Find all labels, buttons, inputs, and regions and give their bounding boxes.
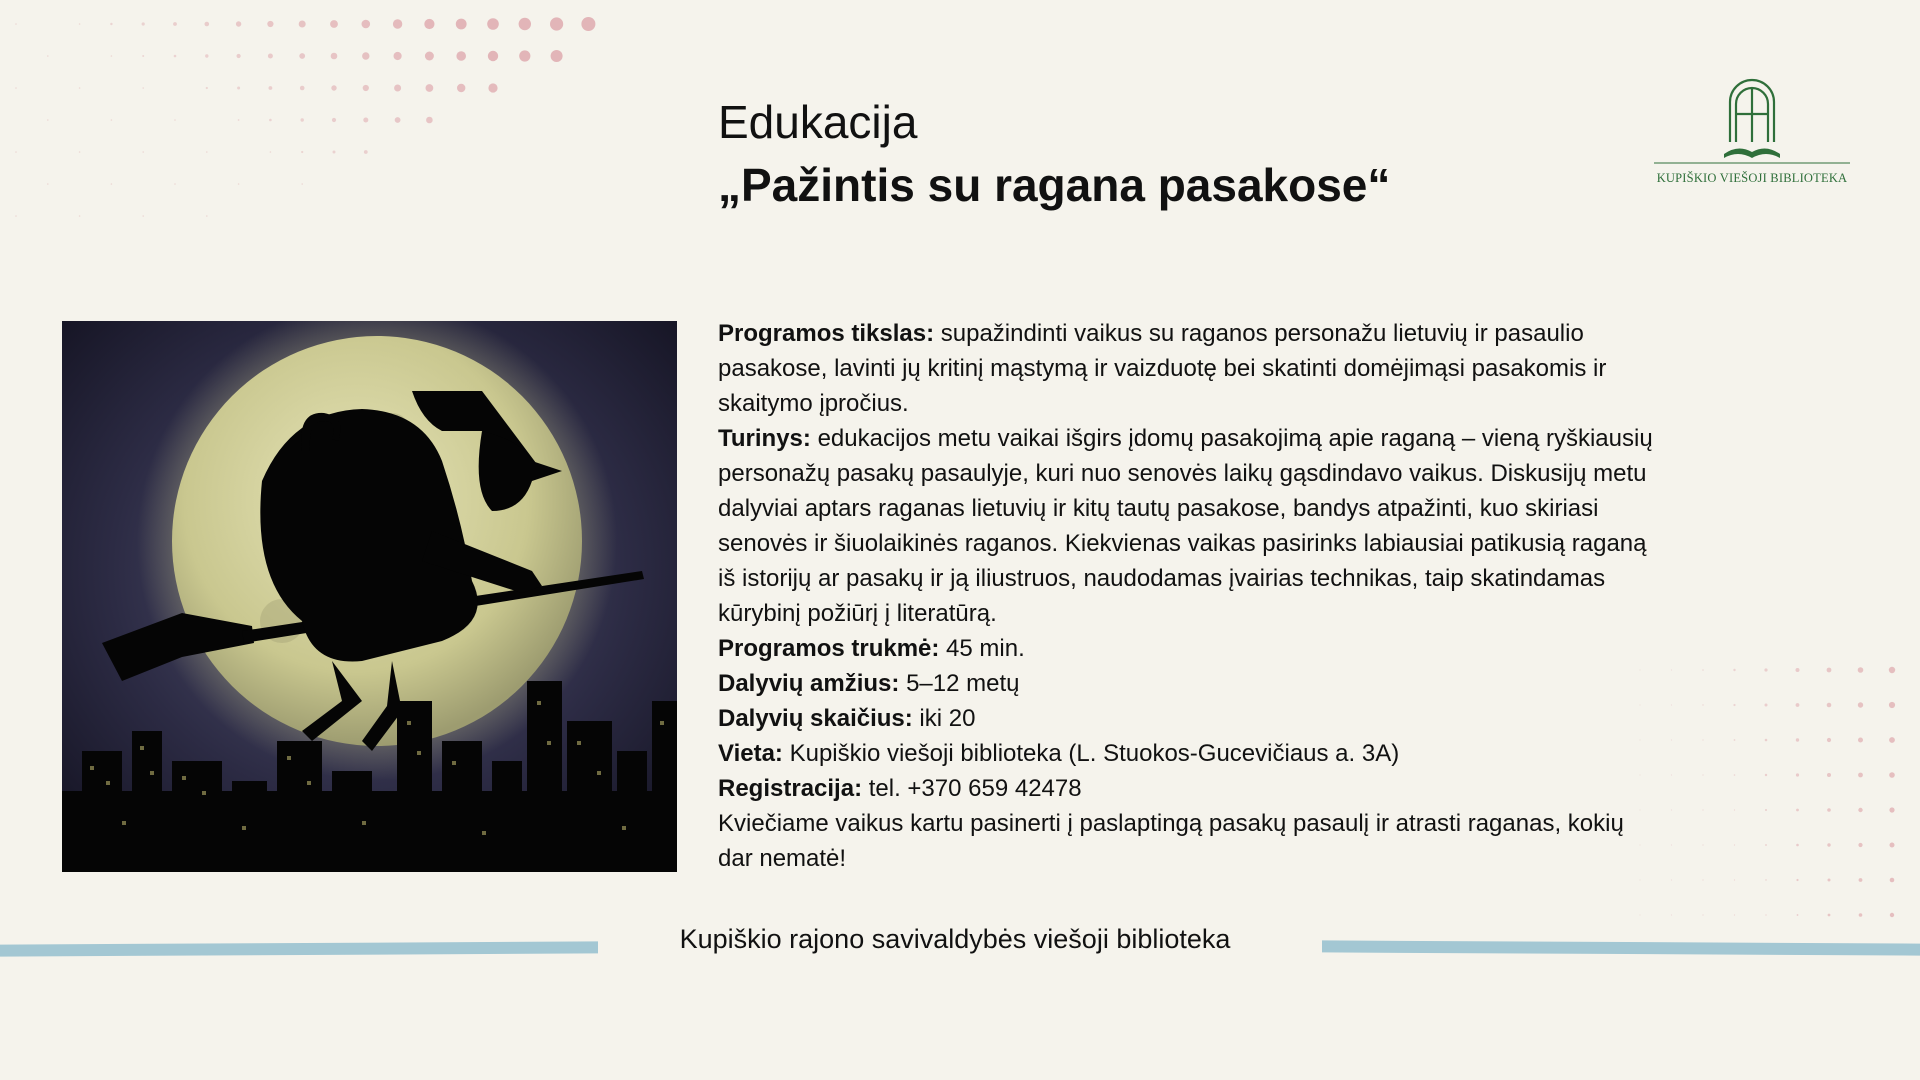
page-subtitle: „Pažintis su ragana pasakose“ <box>718 159 1391 211</box>
registration-line <box>718 771 1658 806</box>
decorative-dot <box>1827 773 1831 777</box>
decorative-dot <box>1671 879 1672 880</box>
decorative-dot <box>1858 773 1863 778</box>
decorative-dot <box>111 55 113 57</box>
decorative-dot <box>487 18 499 30</box>
decorative-dot <box>1671 774 1672 775</box>
decorative-dot <box>270 151 272 153</box>
decorative-dot <box>364 150 368 154</box>
decorative-dot <box>1858 808 1862 812</box>
library-logo-text: KUPIŠKIO VIEŠOJI BIBLIOTEKA <box>1656 171 1848 185</box>
decorative-dot <box>1858 843 1862 847</box>
contents-label: Turinys: <box>718 425 811 452</box>
decorative-dot <box>15 151 17 153</box>
decorative-dot <box>1734 809 1735 810</box>
decorative-dot <box>301 151 303 153</box>
decorative-dot <box>1765 914 1766 915</box>
duration-label: Programos trukmė: <box>718 635 940 662</box>
decorative-dot <box>1889 702 1895 708</box>
decorative-dot <box>1702 669 1704 671</box>
decorative-dot <box>551 50 563 62</box>
decorative-dot <box>424 19 434 29</box>
decorative-dot <box>206 215 208 217</box>
decorative-dot <box>269 119 272 122</box>
decorative-dot <box>1827 738 1831 742</box>
decorative-dot <box>488 51 498 61</box>
decorative-dot <box>1796 844 1799 847</box>
decorative-dot <box>1827 668 1832 673</box>
decorative-dot <box>79 151 81 153</box>
decorative-dot <box>1734 774 1736 776</box>
decorative-dot <box>47 119 49 121</box>
decorative-dot <box>79 23 81 25</box>
decorative-dot <box>1858 702 1863 707</box>
decorative-dot <box>1702 879 1703 880</box>
decorative-dot <box>332 118 336 122</box>
decorative-dot <box>238 183 240 185</box>
age-label: Dalyvių amžius: <box>718 670 900 697</box>
decorative-dot <box>1796 668 1800 672</box>
decorative-dot <box>15 215 17 217</box>
decorative-dot <box>1889 772 1895 778</box>
decorative-dot <box>1734 914 1735 915</box>
decorative-dot <box>1796 879 1798 881</box>
decorative-dot <box>363 85 369 91</box>
decorative-dot <box>1827 843 1830 846</box>
decorative-dot <box>300 86 305 91</box>
decorative-dot <box>1764 668 1767 671</box>
decorative-dot <box>394 52 402 60</box>
decorative-dot <box>519 18 531 30</box>
library-arch-book-icon <box>1652 72 1852 164</box>
decorative-dot <box>236 21 241 26</box>
decorative-dot <box>1858 738 1863 743</box>
decorative-dot <box>363 118 368 123</box>
decorative-dot <box>362 20 371 29</box>
decorative-dot <box>1671 844 1672 845</box>
decorative-dot <box>1797 914 1799 916</box>
decorative-dot <box>47 183 49 185</box>
contents-text: edukacijos metu vaikai išgirs įdomų pasakojimą apie raganą – vieną ryškiausių personažų pasakų pasaulyje, kuri nuo senovės laikų gąsdindavo vaikus. Diskusijų metu dalyviai aptars raganas lietuvių ir kitų tautų pasakose, bandys atpažinti, kuo skiriasi senovės ir šiuolaikinės raganos. Kiekvienas vaikas pasirinks labiausiai patikusią raganą iš istorijų ar pasakų ir ją iliustruos, naudodamas įvairias technikas, taip skatindamas kūrybinį požiūrį į literatūrą. <box>718 425 1653 627</box>
closing-paragraph: Kviečiame vaikus kartu pasinerti į paslaptingą pasakų pasaulį ir atrasti raganas, kokių dar nematė! <box>718 810 1624 872</box>
decorative-dot <box>456 19 467 30</box>
decorative-dot <box>519 50 530 61</box>
contents-paragraph <box>718 421 1658 631</box>
decorative-dot <box>1639 879 1640 880</box>
decorative-dot <box>1702 809 1703 810</box>
decorative-dots-bottom-right <box>1620 660 1920 940</box>
witch-moon-illustration <box>62 321 677 872</box>
decorative-dot <box>1702 914 1703 915</box>
decorative-dot <box>206 151 208 153</box>
count-label: Dalyvių skaičius: <box>718 705 913 732</box>
decorative-dot <box>1765 704 1768 707</box>
decorative-dot <box>426 117 433 124</box>
footer-org-name <box>0 924 1920 955</box>
decorative-dot <box>205 54 208 57</box>
decorative-dot <box>395 117 401 123</box>
decorative-dot <box>1734 739 1736 741</box>
decorative-dot <box>1671 914 1672 915</box>
decorative-dot <box>1889 667 1895 673</box>
decorative-dot <box>1796 809 1799 812</box>
goal-paragraph <box>718 316 1658 421</box>
decorative-dot <box>15 87 17 89</box>
decorative-dot <box>238 119 240 121</box>
decorative-dot <box>1734 879 1735 880</box>
decorative-dot <box>488 83 497 92</box>
decorative-dot <box>1858 667 1864 673</box>
goal-label: Programos tikslas: <box>718 320 935 347</box>
decorative-dot <box>456 51 466 61</box>
decorative-dot <box>1702 774 1703 775</box>
decorative-dot <box>301 118 304 121</box>
decorative-dot <box>174 183 176 185</box>
decorative-dot <box>111 119 113 121</box>
registration-value: tel. +370 659 42478 <box>862 775 1082 802</box>
duration-value: 45 min. <box>939 635 1025 662</box>
decorative-dot <box>1890 843 1895 848</box>
place-label: Vieta: <box>718 740 783 767</box>
decorative-dot <box>362 52 369 59</box>
decorative-dot <box>1827 808 1831 812</box>
decorative-dot <box>331 85 336 90</box>
decorative-dot <box>174 119 176 121</box>
decorative-dot <box>79 215 81 217</box>
decorative-dot <box>1859 913 1863 917</box>
decorative-dot <box>299 21 306 28</box>
age-line <box>718 666 1658 701</box>
decorative-dot <box>110 23 112 25</box>
decorative-dot <box>206 87 208 89</box>
decorative-dot <box>1859 878 1863 882</box>
decorative-dot <box>1889 737 1895 743</box>
decorative-dot <box>1671 669 1672 670</box>
decorative-dot <box>1765 879 1766 880</box>
decorative-dot <box>299 53 305 59</box>
decorative-dot <box>269 86 273 90</box>
decorative-dot <box>550 17 563 30</box>
decorative-dot <box>1827 703 1832 708</box>
decorative-dot <box>330 20 338 28</box>
duration-line <box>718 631 1658 666</box>
decorative-dot <box>581 17 595 31</box>
decorative-dot <box>142 55 144 57</box>
decorative-dot <box>142 215 144 217</box>
decorative-dot <box>1765 809 1767 811</box>
count-value: iki 20 <box>912 705 976 732</box>
decorative-dot <box>1890 913 1894 917</box>
decorative-dot <box>1702 704 1703 705</box>
decorative-dot <box>47 55 49 57</box>
decorative-dot <box>15 23 17 25</box>
decorative-dot <box>142 22 145 25</box>
footer-org-name-text: Kupiškio rajono savivaldybės viešoji biblioteka <box>679 924 1231 954</box>
place-value: Kupiškio viešoji biblioteka (L. Stuokos-Gucevičiaus a. 3A) <box>782 740 1400 767</box>
decorative-dot <box>237 87 240 90</box>
decorative-dot <box>268 54 273 59</box>
decorative-dot <box>1702 844 1703 845</box>
count-line <box>718 701 1658 736</box>
decorative-dot <box>1765 844 1767 846</box>
decorative-dot <box>1671 809 1672 810</box>
decorative-dot <box>1796 703 1800 707</box>
decorative-dot <box>267 21 273 27</box>
program-description <box>718 316 1658 876</box>
decorative-dot <box>1702 739 1703 740</box>
page-title: Edukacija <box>718 96 918 148</box>
decorative-dot <box>1828 879 1831 882</box>
decorative-dot <box>1733 704 1735 706</box>
decorative-dot <box>1733 669 1735 671</box>
decorative-dot <box>174 55 177 58</box>
decorative-dot <box>393 19 402 28</box>
decorative-dot <box>1890 878 1895 883</box>
decorative-dot <box>79 87 81 89</box>
decorative-dot <box>394 85 401 92</box>
goal-text: supažindinti vaikus su raganos personažu lietuvių ir pasaulio pasakose, lavinti jų kritinį mąstymą ir vaizduotę bei skatinti domėjimąsi pasakomis ir skaitymo įpročius. <box>718 320 1607 417</box>
decorative-dot <box>205 22 210 27</box>
decorative-dot <box>1765 774 1767 776</box>
decorative-dot <box>142 151 144 153</box>
title-block <box>718 92 1390 218</box>
decorative-dot <box>457 84 465 92</box>
decorative-dot <box>331 53 338 60</box>
decorative-dot <box>1734 844 1735 845</box>
decorative-dot <box>142 87 144 89</box>
decorative-dot <box>1671 739 1672 740</box>
decorative-dot <box>173 22 177 26</box>
decorative-dot <box>1828 914 1831 917</box>
decorative-dot <box>237 54 241 58</box>
decorative-dot <box>1796 738 1799 741</box>
decorative-dot <box>426 84 434 92</box>
decorative-dot <box>1796 773 1799 776</box>
witch-on-broom-moon-icon <box>62 321 677 872</box>
decorative-dot <box>333 151 336 154</box>
library-logo <box>1652 72 1852 186</box>
decorative-dot <box>301 183 303 185</box>
decorative-dot <box>1639 914 1640 915</box>
place-line <box>718 736 1658 771</box>
registration-label: Registracija: <box>718 775 863 802</box>
decorative-dot <box>1765 739 1768 742</box>
age-value: 5–12 metų <box>899 670 1020 697</box>
decorative-dot <box>425 52 434 61</box>
decorative-dot <box>111 183 113 185</box>
decorative-dot <box>1671 704 1672 705</box>
decorative-dots-top-left <box>0 0 620 230</box>
decorative-dot <box>1889 807 1894 812</box>
